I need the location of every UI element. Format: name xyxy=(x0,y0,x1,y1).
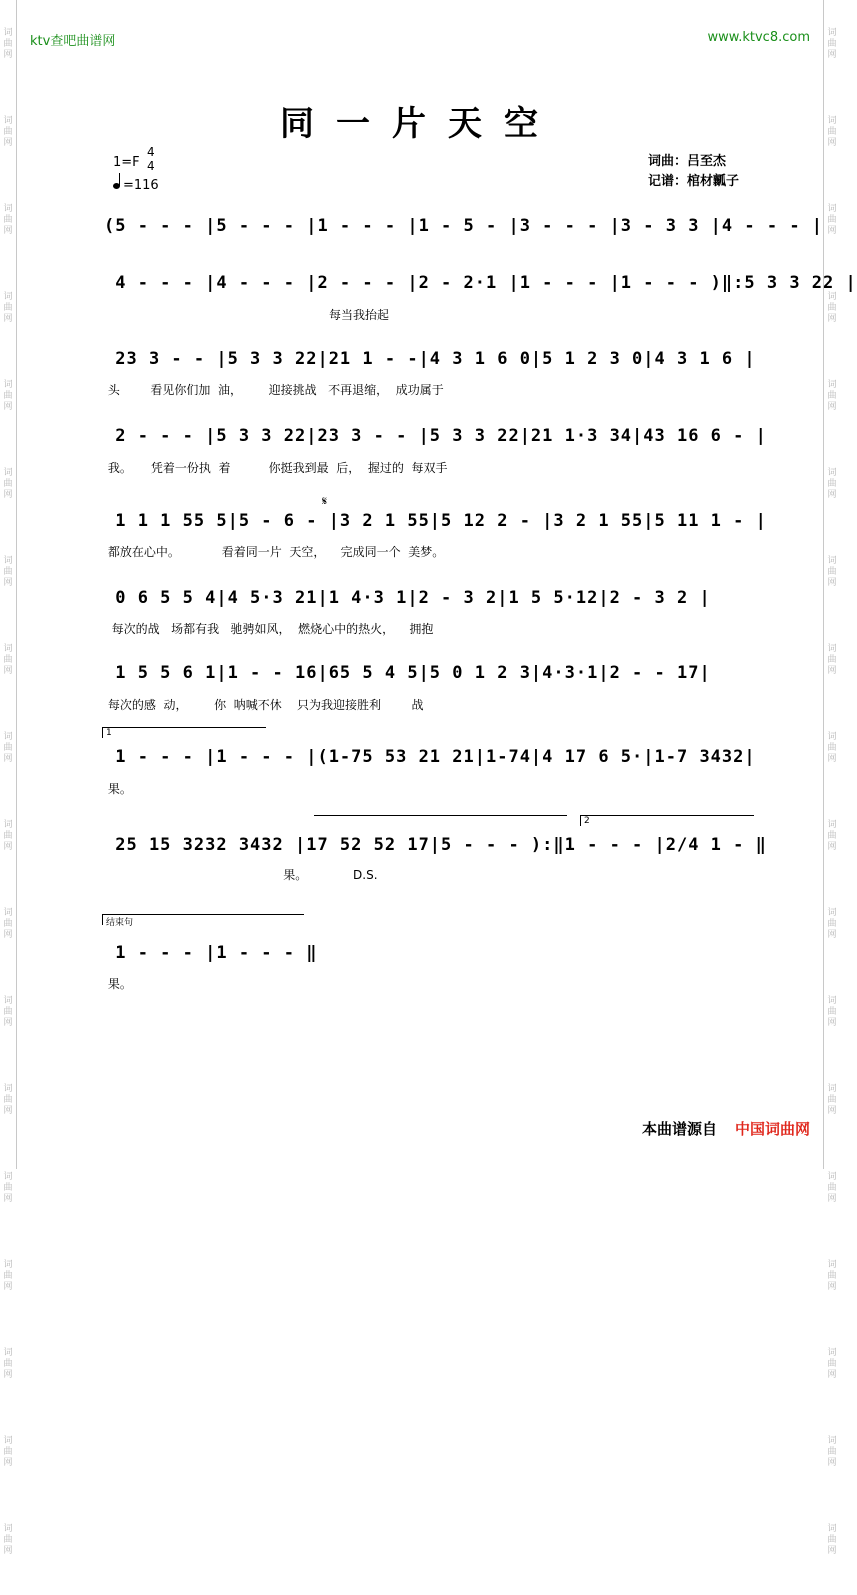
site-link-left[interactable]: ktv查吧曲谱网 xyxy=(30,34,116,49)
time-top: 4 xyxy=(147,145,155,159)
second-ending-bracket xyxy=(580,815,754,826)
score-row: 1 - - - |1 - - - |(1-75 53 21 21|1-74|4 17 6 5·|1-7 3432| xyxy=(104,747,756,767)
watermark-text: 词 曲 网 xyxy=(3,644,13,676)
watermark-text: 词 曲 网 xyxy=(827,116,837,148)
score-row: 0 6 5 5 4|4 5·3 21|1 4·3 1|2 - 3 2|1 5 5·12|2 - 3 2 | xyxy=(104,588,711,608)
quarter-note-icon xyxy=(113,183,120,189)
lyric-row: 我。 凭着一份执 着 你挺我到最 后， 握过的 每双手 xyxy=(104,461,448,475)
watermark-text: 词 曲 网 xyxy=(827,468,837,500)
watermark-text: 词 曲 网 xyxy=(827,556,837,588)
watermark-text: 词 曲 网 xyxy=(3,732,13,764)
footer-brand-link[interactable]: 中国词曲网 xyxy=(734,1120,810,1138)
score-row: 23 3 - - |5 3 3 22|21 1 - -|4 3 1 6 0|5 1 2 3 0|4 3 1 6 | xyxy=(104,349,756,369)
watermark-text: 词 曲 网 xyxy=(3,116,13,148)
watermark-text: 词 曲 网 xyxy=(3,556,13,588)
score-row: 2 - - - |5 3 3 22|23 3 - - |5 3 3 22|21 1·3 34|43 16 6 - | xyxy=(104,426,767,446)
watermark-text: 词 曲 网 xyxy=(3,1172,13,1204)
volta-number: 1 xyxy=(106,728,112,738)
footer-source xyxy=(642,1118,810,1139)
time-signature xyxy=(147,145,155,173)
left-watermark-strip xyxy=(0,0,17,1556)
repeat-bracket-line xyxy=(314,815,567,816)
watermark-text: 词 曲 网 xyxy=(827,644,837,676)
watermark-text: 词 曲 网 xyxy=(3,1524,13,1556)
watermark-text: 词 曲 网 xyxy=(3,204,13,236)
score-row: 1 5 5 6 1|1 - - 16|65 5 4 5|5 0 1 2 3|4·3·1|2 - - 17| xyxy=(104,663,711,683)
score-row: 4 - - - |4 - - - |2 - - - |2 - 2·1 |1 - - - |1 - - - )‖:5 3 3 22 | xyxy=(104,273,857,293)
lyric-row: 都放在心中。 看着同一片 天空， 完成同一个 美梦。 xyxy=(104,545,445,559)
watermark-text: 词 曲 网 xyxy=(827,1524,837,1556)
watermark-text: 词 曲 网 xyxy=(3,468,13,500)
watermark-text: 词 曲 网 xyxy=(827,1084,837,1116)
watermark-text: 词 曲 网 xyxy=(3,820,13,852)
watermark-text: 词 曲 网 xyxy=(827,292,837,324)
time-bottom: 4 xyxy=(147,159,155,173)
ending-bracket xyxy=(102,914,304,928)
watermark-text: 词 曲 网 xyxy=(3,28,13,60)
watermark-text: 词 曲 网 xyxy=(827,1172,837,1204)
watermark-text: 词 曲 网 xyxy=(827,1348,837,1380)
watermark-text: 词 曲 网 xyxy=(3,1084,13,1116)
score-row: 25 15 3232 3432 |17 52 52 17|5 - - - ):‖1 - - - |2/4 1 - ‖ xyxy=(104,835,767,855)
lyric-row: 每次的感 动， 你 呐喊不休 只为我迎接胜利 战 xyxy=(104,698,424,712)
watermark-text: 词 曲 网 xyxy=(3,1436,13,1468)
lyric-row: 每当我抬起 xyxy=(104,308,390,322)
watermark-text: 词 曲 网 xyxy=(827,28,837,60)
watermark-text: 词 曲 网 xyxy=(3,1260,13,1292)
lyric-row: 果。 D.S. xyxy=(104,868,378,882)
watermark-text: 词 曲 网 xyxy=(3,996,13,1028)
right-watermark-strip xyxy=(823,0,840,1556)
lyrics-music-credit: 词曲：吕至杰 xyxy=(648,154,727,169)
footer-source-text: 本曲谱源自 xyxy=(641,1120,717,1138)
notation-credit: 记谱：棺材瓤子 xyxy=(648,174,740,189)
watermark-text: 词 曲 网 xyxy=(827,908,837,940)
watermark-text: 词 曲 网 xyxy=(827,732,837,764)
lyric-row: 果。 xyxy=(104,977,132,991)
watermark-text: 词 曲 网 xyxy=(827,380,837,412)
watermark-text: 词 曲 网 xyxy=(3,380,13,412)
tempo-value: =116 xyxy=(123,178,159,193)
watermark-text: 词 曲 网 xyxy=(827,1260,837,1292)
watermark-text: 词 曲 网 xyxy=(827,820,837,852)
watermark-text: 词 曲 网 xyxy=(3,908,13,940)
first-ending-bracket xyxy=(102,727,266,738)
site-link-right[interactable]: www.ktvc8.com xyxy=(707,30,810,45)
volta-number: 2 xyxy=(584,816,590,826)
tempo-marking xyxy=(113,178,159,193)
score-row: 1 - - - |1 - - - ‖ xyxy=(104,943,318,963)
segno-sign: 𝄋 xyxy=(322,494,328,508)
lyric-row: 头 看见你们加 油， 迎接挑战 不再退缩， 成功属于 xyxy=(104,383,444,397)
key-signature: 1=F xyxy=(113,155,140,170)
song-title: 同一片天空 xyxy=(280,104,560,144)
lyric-row: 果。 xyxy=(104,782,132,796)
lyric-row: 每次的战 场都有我 驰骋如风， 燃烧心中的热火， 拥抱 xyxy=(104,622,434,636)
ending-label: 结束句 xyxy=(106,918,134,928)
score-row: (5 - - - |5 - - - |1 - - - |1 - 5 - |3 - - - |3 - 3 3 |4 - - - | xyxy=(104,216,824,236)
watermark-text: 词 曲 网 xyxy=(827,1436,837,1468)
watermark-text: 词 曲 网 xyxy=(827,996,837,1028)
watermark-text: 词 曲 网 xyxy=(3,1348,13,1380)
watermark-text: 词 曲 网 xyxy=(3,292,13,324)
watermark-text: 词 曲 网 xyxy=(827,204,837,236)
score-row: 1 1 1 55 5|5 - 6 - |3 2 1 55|5 12 2 - |3 2 1 55|5 11 1 - | xyxy=(104,511,767,531)
